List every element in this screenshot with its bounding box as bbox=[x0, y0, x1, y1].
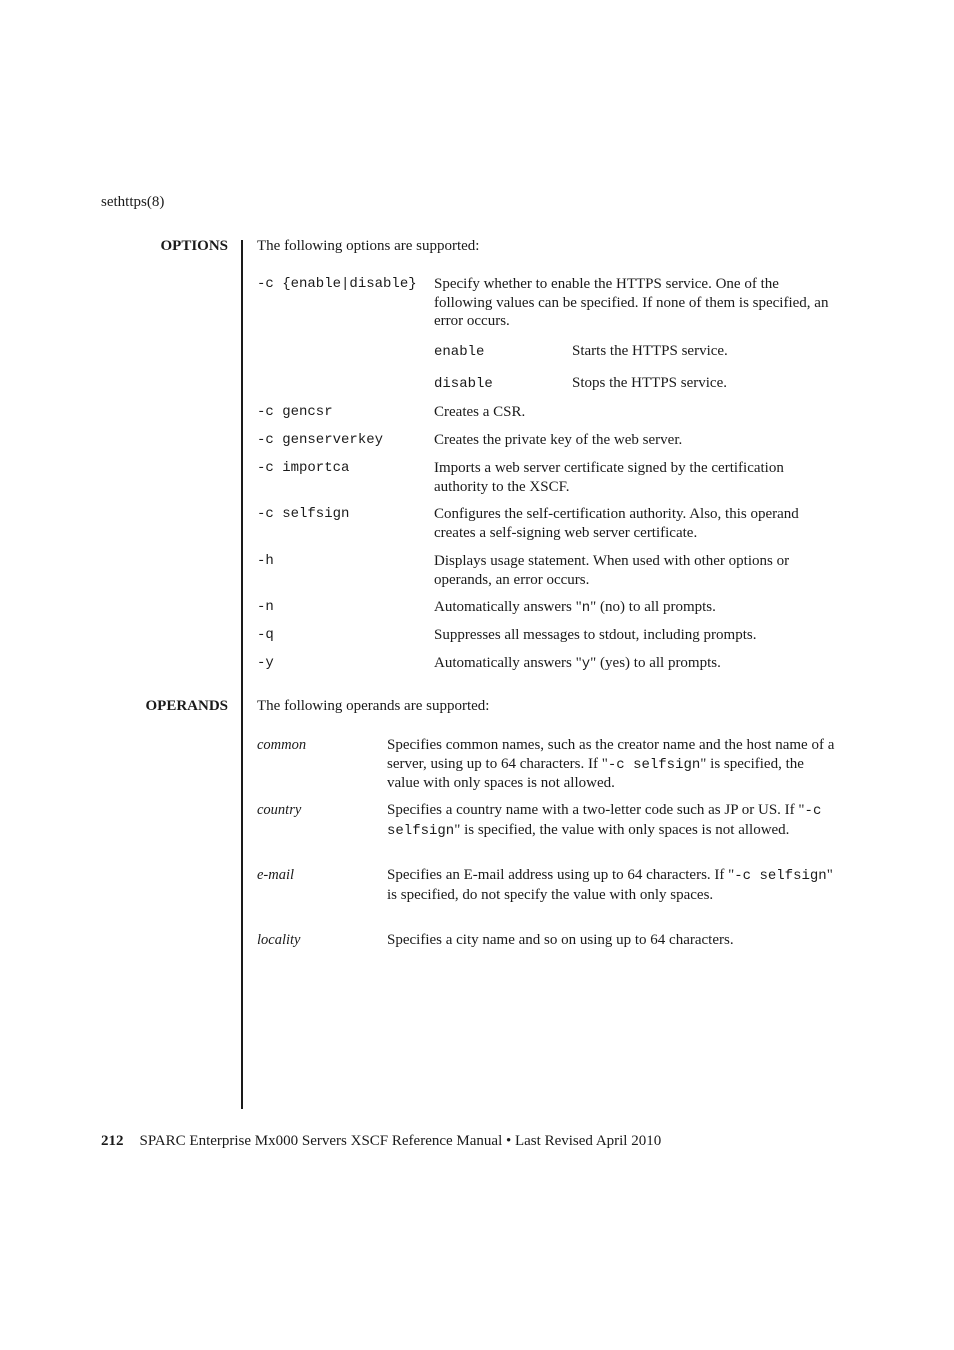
subvalue-key: enable bbox=[434, 344, 485, 360]
option-key: -c gencsr bbox=[257, 404, 333, 420]
option-desc: Creates a CSR. bbox=[434, 404, 526, 420]
running-head: sethttps(8) bbox=[101, 194, 165, 210]
option-key: -c genserverkey bbox=[257, 432, 384, 448]
operand-key: country bbox=[257, 802, 302, 818]
option-desc: Automatically answers "y" (yes) to all prompts. bbox=[434, 655, 721, 672]
option-key: -n bbox=[257, 599, 274, 615]
option-desc: Configures the self-certification authority. Also, this operand creates a self-signing web server certificate. bbox=[434, 506, 799, 541]
section-rule bbox=[241, 240, 243, 1109]
subvalue-desc: Starts the HTTPS service. bbox=[572, 343, 728, 359]
option-desc: Creates the private key of the web server. bbox=[434, 432, 683, 448]
option-desc: Automatically answers "n" (no) to all prompts. bbox=[434, 599, 716, 616]
subvalue-key: disable bbox=[434, 376, 493, 392]
operand-key: locality bbox=[257, 932, 301, 948]
operand-key: common bbox=[257, 737, 307, 753]
options-heading: OPTIONS bbox=[160, 238, 228, 254]
option-desc: Imports a web server certificate signed by the certification authority to the XSCF. bbox=[434, 460, 784, 495]
operand-key: e-mail bbox=[257, 867, 295, 883]
option-key: -h bbox=[257, 553, 274, 569]
page-footer bbox=[101, 1133, 661, 1150]
option-key: -y bbox=[257, 655, 274, 671]
option-key: -c importca bbox=[257, 460, 350, 476]
operand-desc: Specifies a city name and so on using up to 64 characters. bbox=[387, 932, 734, 948]
footer-text: SPARC Enterprise Mx000 Servers XSCF Reference Manual • Last Revised April 2010 bbox=[139, 1133, 662, 1149]
option-key: -c {enable|disable} bbox=[257, 276, 417, 292]
operands-heading: OPERANDS bbox=[145, 698, 228, 714]
subvalue-desc: Stops the HTTPS service. bbox=[572, 375, 727, 391]
option-desc: Suppresses all messages to stdout, including prompts. bbox=[434, 627, 757, 643]
option-key: -c selfsign bbox=[257, 506, 350, 522]
operand-desc: Specifies a country name with a two-letter code such as JP or US. If "-c selfsign" is specified, the value with only spaces is not allowed. bbox=[387, 802, 822, 839]
option-key: -q bbox=[257, 627, 274, 643]
option-desc: Specify whether to enable the HTTPS service. One of the following values can be specified. If none of them is specified, an error occurs. bbox=[434, 276, 829, 329]
operand-desc: Specifies an E-mail address using up to 64 characters. If "-c selfsign" is specified, do not specify the value with only spaces. bbox=[387, 867, 833, 903]
page-number: 212 bbox=[101, 1133, 124, 1149]
operands-intro: The following operands are supported: bbox=[257, 698, 490, 714]
options-intro: The following options are supported: bbox=[257, 238, 480, 254]
operand-desc: Specifies common names, such as the creator name and the host name of a server, using up to 64 characters. If "-c selfsign" is specified, the value with only spaces is not allowed. bbox=[387, 737, 835, 791]
option-desc: Displays usage statement. When used with other options or operands, an error occurs. bbox=[434, 553, 790, 588]
